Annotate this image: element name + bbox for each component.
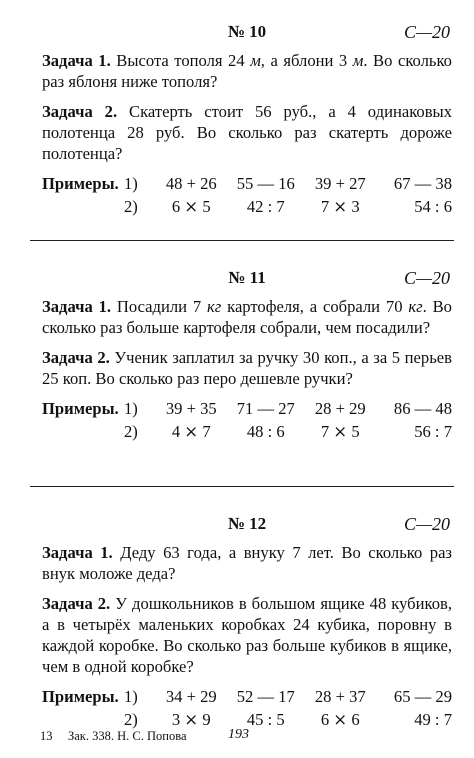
- task-1: [42, 542, 452, 584]
- task-text: Посадили 7 кг картофеля, а собрали 70 кг. Во сколько раз больше картофеля собрали, чем посадили?: [42, 297, 452, 337]
- series-code: С—20: [403, 268, 450, 288]
- section-divider: [30, 240, 454, 241]
- series-code: С—20: [403, 22, 450, 42]
- examples-row-1: [42, 397, 452, 420]
- examples-block: [42, 685, 452, 731]
- set-number: № 11: [228, 268, 266, 287]
- example-item: 39 + 27: [314, 174, 366, 193]
- row-index: 1): [124, 399, 138, 418]
- row-index: 2): [124, 710, 138, 729]
- examples-label: Примеры.: [42, 687, 119, 706]
- set-header: [42, 514, 452, 542]
- examples-row-2: [42, 195, 452, 218]
- task-label: Задача 2.: [42, 594, 111, 613]
- publisher-note: Зак. 338. Н. С. Попова: [68, 729, 187, 743]
- example-item: 48 + 26: [165, 174, 217, 193]
- set-number: № 10: [227, 22, 267, 41]
- example-item: 86 — 48: [393, 399, 452, 418]
- task-text: Деду 63 года, а внуку 7 лет. Во сколько раз внук моложе деда?: [42, 543, 452, 583]
- task-text: Ученик заплатил за ручку 30 коп., а за 5 перьев 25 коп. Во сколько раз перо дешевле ручки?: [42, 348, 452, 388]
- example-item: 7 ⨯ 5: [320, 422, 360, 441]
- example-item: 42 : 7: [246, 197, 285, 216]
- example-item: 6 ⨯ 6: [320, 710, 360, 729]
- set-header: [42, 22, 452, 50]
- exercise-set-10: [42, 22, 452, 218]
- task-text: Скатерть стоит 56 руб., а 4 одинаковых полотенца 28 руб. Во сколько раз скатерть дороже полотенца?: [42, 102, 452, 163]
- row-index: 2): [124, 422, 138, 441]
- example-item: 4 ⨯ 7: [171, 422, 211, 441]
- example-item: 48 : 6: [246, 422, 285, 441]
- example-item: 71 — 27: [236, 399, 295, 418]
- task-label: Задача 1.: [42, 51, 111, 70]
- examples-row-2: [42, 420, 452, 443]
- example-item: 3 ⨯ 9: [171, 710, 211, 729]
- example-item: 65 — 29: [393, 687, 452, 706]
- task-label: Задача 2.: [42, 102, 118, 121]
- task-text: Высота тополя 24 м, а яблони 3 м. Во сколько раз яблоня ниже тополя?: [42, 51, 452, 91]
- row-index: 1): [124, 174, 138, 193]
- page-number: 193: [228, 727, 249, 742]
- examples-row-1: [42, 685, 452, 708]
- row-index: 1): [124, 687, 138, 706]
- example-item: 28 + 29: [314, 399, 366, 418]
- examples-label: Примеры.: [42, 399, 119, 418]
- example-item: 55 — 16: [236, 174, 295, 193]
- task-text: У дошкольников в большом ящике 48 кубиков, а в четырёх маленьких коробках 24 кубика, поровну в каждой коробке. Во сколько раз больше кубиков в ящике, чем в одной коробке?: [42, 594, 452, 676]
- task-1: [42, 296, 452, 338]
- example-item: 6 ⨯ 5: [171, 197, 211, 216]
- example-item: 28 + 37: [314, 687, 366, 706]
- example-item: 52 — 17: [236, 687, 295, 706]
- signature-code: 13: [40, 729, 53, 743]
- set-header: [42, 268, 452, 296]
- row-index: 2): [124, 197, 138, 216]
- example-item: 49 : 7: [414, 710, 452, 729]
- example-item: 39 + 35: [165, 399, 217, 418]
- examples-block: [42, 172, 452, 218]
- exercise-set-12: [42, 514, 452, 731]
- example-item: 34 + 29: [165, 687, 217, 706]
- example-item: 67 — 38: [393, 174, 452, 193]
- task-label: Задача 2.: [42, 348, 110, 367]
- examples-label: Примеры.: [42, 174, 119, 193]
- section-divider: [30, 486, 454, 487]
- example-item: 45 : 5: [246, 710, 285, 729]
- exercise-set-11: [42, 268, 452, 443]
- task-2: [42, 101, 452, 164]
- series-code: С—20: [403, 514, 450, 534]
- task-2: [42, 347, 452, 389]
- example-item: 54 : 6: [414, 197, 452, 216]
- example-item: 7 ⨯ 3: [320, 197, 360, 216]
- task-label: Задача 1.: [42, 543, 113, 562]
- task-1: [42, 50, 452, 92]
- example-item: 56 : 7: [414, 422, 452, 441]
- task-label: Задача 1.: [42, 297, 112, 316]
- examples-block: [42, 397, 452, 443]
- task-2: [42, 593, 452, 677]
- examples-row-1: [42, 172, 452, 195]
- set-number: № 12: [227, 514, 267, 533]
